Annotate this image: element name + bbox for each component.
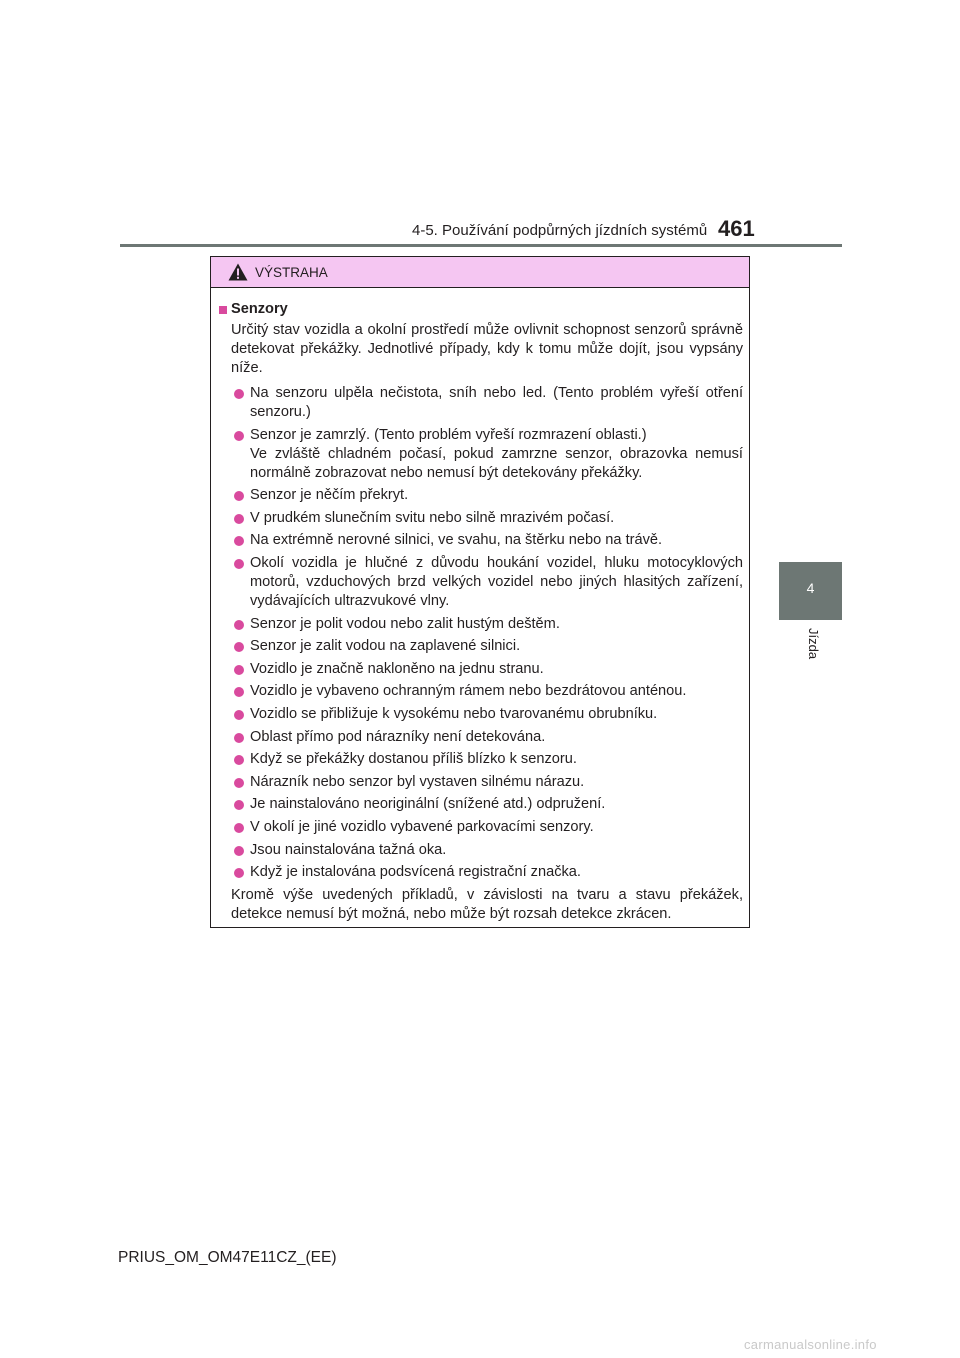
bullet-icon	[234, 431, 244, 441]
warning-header	[211, 257, 749, 288]
bullet-icon	[234, 868, 244, 878]
bullet-icon	[234, 800, 244, 810]
bullet-icon	[234, 642, 244, 652]
list-item: Senzor je zamrzlý. (Tento problém vyřeší rozmrazení oblasti.) Ve zvláště chladném počasí, pokud zamrzne senzor, obrazovka nemusí normálně zobrazovat nebo nemusí být detekovány překážky.	[219, 426, 743, 483]
section-heading-text: Senzory	[231, 301, 288, 317]
list-item: Na senzoru ulpěla nečistota, sníh nebo led. (Tento problém vyřeší otření senzoru.)	[219, 384, 743, 422]
warning-box	[210, 256, 750, 928]
bullet-icon	[234, 778, 244, 788]
bullet-icon	[234, 389, 244, 399]
bullet-icon	[234, 536, 244, 546]
site-watermark-text: carmanualsonline.info	[744, 1337, 877, 1352]
bullet-icon	[234, 846, 244, 856]
list-item: Nárazník nebo senzor byl vystaven silnému nárazu.	[219, 773, 743, 792]
chapter-label: Jízda	[806, 628, 821, 660]
list-item: Senzor je polit vodou nebo zalit hustým deštěm.	[219, 615, 743, 634]
section-heading	[219, 300, 743, 319]
header-divider	[120, 244, 842, 247]
chapter-number: 4	[806, 580, 815, 596]
list-item: Senzor je zalit vodou na zaplavené silnici.	[219, 637, 743, 656]
list-item: V okolí je jiné vozidlo vybavené parkovacími senzory.	[219, 818, 743, 837]
page-number: 461	[718, 216, 755, 241]
conditions-list	[219, 384, 743, 882]
square-bullet-icon	[219, 306, 227, 314]
bullet-icon	[234, 665, 244, 675]
bullet-icon	[234, 687, 244, 697]
list-item: Senzor je něčím překryt.	[219, 486, 743, 505]
warning-triangle-icon	[228, 263, 248, 281]
bullet-icon	[234, 755, 244, 765]
bullet-icon	[234, 620, 244, 630]
list-item: Jsou nainstalována tažná oka.	[219, 841, 743, 860]
section-title: 4-5. Používání podpůrných jízdních systémů	[412, 222, 708, 239]
list-item-extra: Ve zvláště chladném počasí, pokud zamrzne senzor, obrazovka nemusí normálně zobrazovat nebo nemusí být detekovány překážky.	[250, 445, 743, 481]
chapter-tab[interactable]	[779, 562, 842, 620]
bullet-icon	[234, 733, 244, 743]
intro-paragraph: Určitý stav vozidla a okolní prostředí může ovlivnit schopnost senzorů správně detekovat překážky. Jednotlivé případy, kdy k tomu může dojít, jsou vypsány níže.	[231, 322, 743, 376]
list-item: Když se překážky dostanou příliš blízko k senzoru.	[219, 750, 743, 769]
list-item: Když je instalována podsvícená registrační značka.	[219, 863, 743, 882]
site-footer[interactable]	[744, 1336, 958, 1356]
list-item: Vozidlo se přibližuje k vysokému nebo tvarovanému obrubníku.	[219, 705, 743, 724]
list-item: Vozidlo je značně nakloněno na jednu stranu.	[219, 660, 743, 679]
warning-title: VÝSTRAHA	[255, 265, 328, 280]
list-item: V prudkém slunečním svitu nebo silně mrazivém počasí.	[219, 509, 743, 528]
document-code: PRIUS_OM_OM47E11CZ_(EE)	[118, 1249, 337, 1266]
list-item: Oblast přímo pod nárazníky není detekována.	[219, 728, 743, 747]
bullet-icon	[234, 710, 244, 720]
bullet-icon	[234, 559, 244, 569]
bullet-icon	[234, 491, 244, 501]
closing-paragraph: Kromě výše uvedených příkladů, v závislosti na tvaru a stavu překážek, detekce nemusí být možná, nebo může být rozsah detekce zkrácen.	[231, 886, 743, 922]
list-item: Na extrémně nerovné silnici, ve svahu, na štěrku nebo na trávě.	[219, 531, 743, 550]
bullet-icon	[234, 514, 244, 524]
warning-body	[211, 288, 749, 924]
list-item: Je nainstalováno neoriginální (snížené atd.) odpružení.	[219, 795, 743, 814]
list-item: Okolí vozidla je hlučné z důvodu houkání vozidel, hluku motocyklových motorů, vzduchových brzd velkých vozidel nebo jiných hlasitých zařízení, vydávajících ultrazvukové vlny.	[219, 554, 743, 611]
list-item: Vozidlo je vybaveno ochranným rámem nebo bezdrátovou anténou.	[219, 682, 743, 701]
bullet-icon	[234, 823, 244, 833]
